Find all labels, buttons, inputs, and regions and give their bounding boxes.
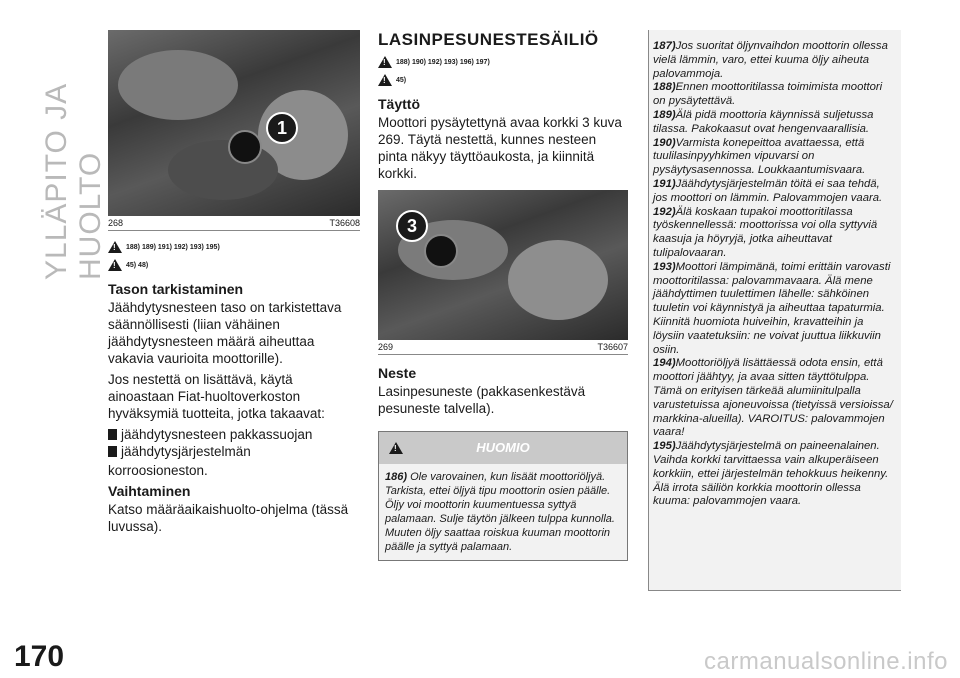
warning-triangle-icon — [108, 241, 122, 253]
figure-code: T36608 — [329, 218, 360, 228]
bullet-list — [108, 426, 360, 460]
paragraph: Katso määräaikaishuolto-ohjelma (tässä luvussa). — [108, 502, 349, 534]
section-side-title: YLLÄPITO JA HUOLTO — [40, 84, 107, 280]
warning-refs-text: 188) 190) 192) 193) 196) 197) — [396, 58, 490, 66]
note-text: Älä koskaan tupakoi moottoritilassa työskennellessä: moottorissa voi olla syttyviä kaasuja ja höyryjä, jotka aiheuttavat tulipalovaaran. — [653, 205, 878, 259]
warning-note — [653, 440, 897, 509]
note-text: Jäähdytysjärjestelmän töitä ei saa tehdä, jos moottori on lämmin. Palovammojen vaara. — [653, 177, 883, 204]
bullet-square-icon — [108, 429, 117, 440]
figure-269-engine-photo — [378, 190, 628, 340]
section-title-fluid: Neste — [378, 365, 417, 381]
list-item-text: jäähdytysnesteen pakkassuojan — [121, 427, 313, 442]
list-item — [108, 443, 360, 460]
column-2 — [378, 30, 628, 561]
figure-code: T36607 — [597, 342, 628, 352]
note-number: 191) — [653, 177, 676, 190]
note-text: Varmista konepeittoa avattaessa, että tuulilasinpyyhkimen vipuvarsi on pysäytysasennossa. Loukkaantumisvaara. — [653, 136, 866, 177]
note-text: Ole varovainen, kun lisäät moottoriöljyä. Tarkista, ettei öljyä tipu moottorin osien päälle. Öljy voi moottorin kuumentuessa syttyä palamaan. Sulje täytön jälkeen tulppa kunnolla. Muuten öljy saattaa roiskua kuuman moottorin päälle ja syttyä palamaan. — [385, 471, 615, 553]
figure-268-engine-photo — [108, 30, 360, 216]
note-number: 195) — [653, 440, 676, 453]
figure-caption — [108, 218, 360, 231]
warning-note — [653, 261, 897, 358]
caution-box-body — [379, 464, 627, 560]
paragraph: korroosioneston. — [108, 463, 208, 478]
note-text: Jos suoritat öljynvaihdon moottorin ollessa vielä lämmin, varo, ettei kuuma öljy aiheuta palovammoja. — [653, 40, 888, 80]
note-refs — [378, 74, 628, 86]
note-refs — [108, 259, 360, 271]
warning-refs — [108, 241, 360, 253]
warning-note — [653, 109, 897, 137]
column-3-warnings — [648, 30, 901, 591]
note-text: Moottoriöljyä lisättäessä odota ensin, että moottori jäähtyy, ja avaa sitten täyttötulppa. Tämä on erityisen tärkeää alumiinitulpalla varustetuissa ajoneuvoissa (tietyissä versioissa/ markkina-alueilla). VAROITUS: palovammojen vaara! — [653, 357, 893, 439]
column-1 — [108, 30, 360, 539]
paragraph: Lasinpesuneste (pakkasenkestävä pesuneste talvella). — [378, 384, 586, 416]
note-number: 190) — [653, 136, 676, 149]
note-number: 192) — [653, 205, 676, 218]
note-text: Ennen moottoritilassa toimimista moottori on pysäytettävä. — [653, 81, 883, 108]
note-number: 193) — [653, 260, 676, 273]
figure-number: 268 — [108, 218, 124, 228]
note-number: 194) — [653, 357, 676, 370]
caution-box-title: HUOMIO — [476, 440, 530, 455]
note-refs-text: 45) 48) — [126, 261, 149, 269]
warning-triangle-icon — [378, 56, 392, 68]
figure-number: 269 — [378, 342, 394, 352]
warning-refs-text: 188) 189) 191) 192) 193) 195) — [126, 243, 220, 251]
note-text: Moottori lämpimänä, toimi erittäin varovasti moottoritilassa: palovammavaara. Älä mene jäähdyttimen tuulettimen lähelle: sähköinen tuuletin voi käynnistyä ja aiheuttaa tapaturmia. Kiinnitä huomiota huiveihin, kravatteihin ja löysiin vaatetuksiin: ne voivat juuttua liikkuviin osiin. — [653, 260, 891, 356]
paragraph: Moottori pysäytettynä avaa korkki 3 kuva 269. Täytä nestettä, kunnes nesteen pinta näkyy täyttöaukosta, ja kiinnitä korkki. — [378, 115, 622, 181]
warning-note — [653, 40, 897, 81]
warning-note — [653, 206, 897, 261]
figure-caption — [378, 342, 628, 355]
warning-note — [653, 178, 897, 206]
list-item-text: jäähdytysjärjestelmän — [121, 444, 251, 459]
bullet-square-icon — [108, 446, 117, 457]
section-title-replace: Vaihtaminen — [108, 483, 191, 499]
caution-triangle-icon — [108, 259, 122, 271]
note-number: 189) — [653, 108, 676, 121]
callout-3: 3 — [396, 210, 428, 242]
caution-box — [378, 431, 628, 561]
section-heading-washer-reservoir: LASINPESUNESTESÄILIÖ — [378, 30, 599, 49]
caution-box-header — [379, 432, 627, 464]
warning-note — [653, 81, 897, 109]
paragraph: Jäähdytysnesteen taso on tarkistettava säännöllisesti (liian vähäinen jäähdytysnesteen määrä aiheuttaa vakavia vaurioita moottorille). — [108, 300, 342, 366]
note-text: Jäähdytysjärjestelmä on paineenalainen. Vaihda korkki tarvittaessa vain alkuperäiseen korkkiin, ettei järjestelmän tehokkuus heikenny. Älä irrota säiliön korkkia moottorin ollessa kuuma: palovammojen vaara. — [653, 440, 889, 508]
page-number: 170 — [14, 640, 65, 673]
warning-note — [653, 357, 897, 440]
caution-triangle-icon — [378, 74, 392, 86]
warning-refs — [378, 56, 628, 68]
section-title-filling: Täyttö — [378, 96, 420, 112]
note-refs-text: 45) — [396, 76, 407, 84]
warning-notes-list — [649, 30, 901, 509]
callout-1: 1 — [266, 112, 298, 144]
section-title-check-level: Tason tarkistaminen — [108, 281, 244, 297]
list-item — [108, 426, 360, 443]
note-number: 187) — [653, 40, 676, 52]
paragraph: Jos nestettä on lisättävä, käytä ainoastaan Fiat-huoltoverkoston hyväksymiä tuotteita, jotka takaavat: — [108, 372, 325, 421]
note-number: 186) — [385, 471, 408, 483]
note-text: Älä pidä moottoria käynnissä suljetussa tilassa. Pakokaasut ovat hengenvaarallisia. — [653, 108, 874, 135]
note-number: 188) — [653, 81, 676, 94]
warning-note — [653, 137, 897, 178]
watermark: carmanualsonline.info — [704, 648, 948, 675]
